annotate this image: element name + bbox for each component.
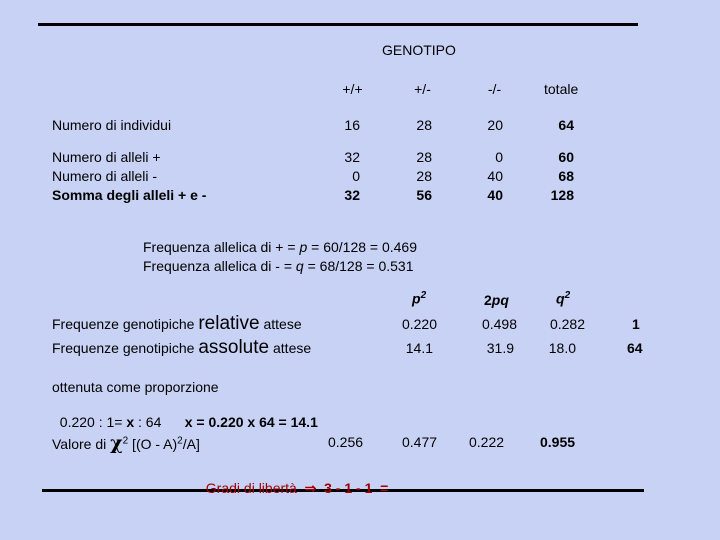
- gradi-value: 3 - 1 - 1 =: [316, 480, 389, 496]
- row-alleli-minus-value: 40: [487, 168, 503, 184]
- row-alleli-plus-total: 60: [558, 149, 574, 165]
- freq-minus-var: q: [295, 258, 304, 274]
- row-alleli-minus-label: Numero di alleli -: [52, 168, 158, 184]
- chi-label: Valore di $\chi^2$ [(O - A)$^2$/A]: [52, 432, 200, 454]
- row-somma-value: 56: [416, 187, 432, 203]
- row-individui-value: 16: [344, 117, 360, 133]
- row-alleli-plus-value: 32: [344, 149, 360, 165]
- gradi-line: [198, 464, 388, 497]
- header-q2: $q^2$: [556, 290, 571, 307]
- freq-plus-prefix: Frequenza allelica di + =: [143, 239, 300, 255]
- chi-symbol: χ: [110, 432, 123, 454]
- freq-minus-line: [143, 258, 413, 274]
- row-alleli-plus-label: Numero di alleli +: [52, 149, 161, 165]
- row-individui-label: Numero di individui: [52, 117, 172, 133]
- row-alleli-plus-value: 28: [416, 149, 432, 165]
- row-individui-value: 20: [487, 117, 503, 133]
- chi-value: 0.477: [402, 434, 438, 450]
- header-totale: totale: [544, 81, 579, 97]
- absolute-value: 31.9: [486, 340, 514, 356]
- row-somma-value: 40: [487, 187, 503, 203]
- header-p2: $p^2$: [412, 290, 427, 307]
- row-alleli-plus-value: 0: [495, 149, 503, 165]
- header-2pq: 2pq: [484, 292, 509, 308]
- row-somma-label: Somma degli alleli + e -: [52, 187, 207, 203]
- row-alleli-minus-value: 28: [416, 168, 432, 184]
- relative-value: 0.498: [481, 316, 517, 332]
- row-individui-total: 64: [558, 117, 574, 133]
- absolute-label: Frequenze genotipiche assolute attese: [52, 337, 312, 358]
- absolute-value: 18.0: [548, 340, 576, 356]
- chi-value: 0.222: [469, 434, 505, 450]
- freq-minus-prefix: Frequenza allelica di - =: [143, 258, 296, 274]
- page-title: GENOTIPO: [382, 42, 456, 58]
- freq-plus-suffix: = 60/128 = 0.469: [307, 239, 417, 255]
- absolute-total: 64: [627, 340, 643, 356]
- row-somma-total: 128: [550, 187, 574, 203]
- chi-value: 0.256: [328, 434, 364, 450]
- note-line-1: ottenuta come proporzione: [52, 379, 219, 395]
- implies-arrow-icon: ⇒: [304, 480, 317, 496]
- header-homozygous-minus: -/-: [487, 81, 502, 97]
- top-rule: [38, 23, 638, 26]
- relative-value: 0.282: [549, 316, 585, 332]
- chi-total: 0.955: [540, 434, 576, 450]
- row-alleli-minus-total: 68: [558, 168, 574, 184]
- absolute-value: 14.1: [405, 340, 433, 356]
- header-heterozygous: +/-: [414, 81, 431, 97]
- freq-minus-suffix: = 68/128 = 0.531: [303, 258, 414, 274]
- freq-plus-var: p: [299, 239, 308, 255]
- gradi-label: Gradi di libertà: [205, 480, 305, 496]
- row-somma-value: 32: [344, 187, 360, 203]
- relative-value: 0.220: [401, 316, 437, 332]
- note-line-2: 0.220 : 1= x : 64 x = 0.220 x 64 = 14.1: [59, 414, 318, 430]
- row-individui-value: 28: [416, 117, 432, 133]
- row-alleli-minus-value: 0: [352, 168, 360, 184]
- header-homozygous-plus: +/+: [342, 81, 363, 97]
- relative-label: Frequenze genotipiche relative attese: [52, 313, 302, 334]
- relative-total: 1: [632, 316, 640, 332]
- freq-plus-line: [143, 239, 417, 255]
